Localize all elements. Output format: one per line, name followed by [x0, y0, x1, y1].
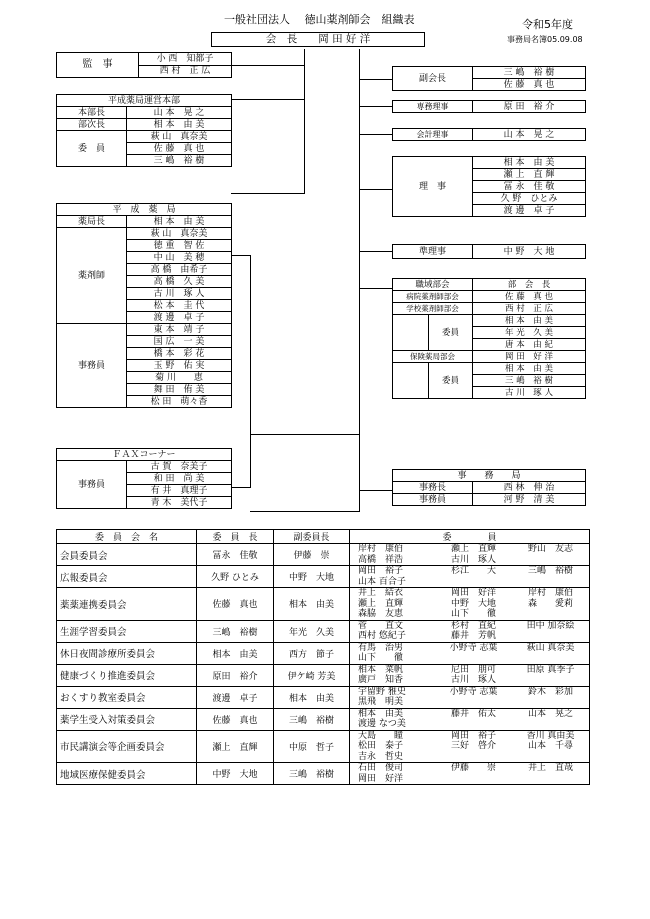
connector-line — [359, 490, 392, 491]
office-name: 河 野 清 美 — [473, 494, 586, 506]
committee-member: 廣戸 知香 — [358, 675, 404, 685]
insurance-member: 相 本 由 美 — [473, 363, 586, 375]
committee-member — [512, 719, 589, 730]
member-line — [350, 741, 589, 752]
committee-member — [512, 697, 589, 708]
member-line — [350, 609, 589, 620]
hq-table — [56, 94, 232, 167]
connector-line — [250, 511, 360, 512]
office-title: 事 務 局 — [393, 470, 586, 482]
school-section: 学校薬剤師部会 — [393, 303, 473, 315]
committee-row — [57, 664, 590, 686]
committee-chair: 佐藤 真也 — [197, 588, 274, 621]
connector-line — [250, 434, 359, 435]
header-cell: 委 員 長 — [197, 530, 274, 544]
member-line — [350, 731, 589, 742]
connector-line — [359, 251, 392, 252]
committee-chair: 相本 由美 — [197, 642, 274, 664]
committee-row — [57, 620, 590, 642]
pharmacy-table — [56, 203, 232, 408]
committee-vice: 相本 由美 — [274, 686, 350, 708]
committee-member — [435, 697, 512, 708]
committee-name: おくすり教室委員会 — [57, 686, 197, 708]
committee-member: 西村 悠紀子 — [358, 631, 406, 641]
connector-line — [359, 79, 392, 80]
committee-name: 生涯学習委員会 — [57, 620, 197, 642]
committee-vice: 相本 由美 — [274, 588, 350, 621]
director-name: 久 野 ひとみ — [473, 193, 586, 205]
hq-member: 三 嶋 裕 樹 — [127, 155, 232, 167]
committee-member: 岸村 康伯 — [527, 588, 573, 598]
committee-member: 中野 大地 — [450, 598, 496, 609]
committee-name: 会員委員会 — [57, 544, 197, 566]
associate-name: 中 野 大 地 — [473, 245, 586, 259]
insurance-member-label: 委員 — [429, 363, 473, 399]
committee-name: 薬薬連携委員会 — [57, 588, 197, 621]
fiscal-year: 令和5年度 — [522, 18, 573, 31]
committee-member — [512, 752, 589, 763]
committee-member: 鈴木 彩加 — [527, 686, 573, 697]
committee-members — [350, 588, 590, 621]
committee-member: 松田 泰子 — [358, 741, 404, 751]
committee-member: 瀬上 直輝 — [358, 598, 404, 609]
member-line — [350, 675, 589, 686]
clerk: 東 本 靖 子 — [127, 324, 232, 336]
member-line — [350, 697, 589, 708]
hospital-section: 病院薬剤師部会 — [393, 291, 473, 303]
committee-chair: 佐藤 真也 — [197, 708, 274, 730]
committee-members — [350, 763, 590, 785]
committee-member: 黒飛 明美 — [358, 697, 404, 707]
committee-member: 岡田 好洋 — [358, 773, 404, 784]
pharmacy-title: 平 成 薬 局 — [57, 204, 232, 216]
sections-blank — [393, 363, 429, 399]
member-line — [350, 544, 589, 555]
hq-name: 山 本 晃 之 — [127, 107, 232, 119]
hq-member: 萩 山 真奈美 — [127, 131, 232, 143]
committee-row — [57, 642, 590, 664]
committee-member: 岸村 康伯 — [358, 544, 404, 554]
committee-member: 井上 結衣 — [358, 588, 404, 598]
committee-member: 相本 菜帆 — [358, 664, 404, 675]
committee-member: 三嶋 裕樹 — [527, 566, 573, 576]
member-line — [350, 763, 589, 774]
committee-vice: 中原 哲子 — [274, 730, 350, 763]
member-line — [350, 665, 589, 676]
treasurer-label: 会計理事 — [393, 129, 473, 141]
member-line — [350, 621, 589, 632]
committee-members — [350, 566, 590, 588]
committee-chair: 久野 ひとみ — [197, 566, 274, 588]
committee-member: 岡田 裕子 — [358, 566, 404, 576]
fax-member: 和 田 尚 美 — [127, 473, 232, 485]
committee-members — [350, 544, 590, 566]
header-cell: 委 員 — [350, 530, 590, 544]
fax-table — [56, 448, 232, 509]
committee-vice: 三嶋 裕樹 — [274, 708, 350, 730]
directors-table — [392, 156, 586, 217]
directors-label: 理 事 — [393, 157, 473, 217]
member-line — [350, 653, 589, 664]
associate-label: 準理事 — [393, 245, 473, 259]
pharmacist: 高 橋 由希子 — [127, 264, 232, 276]
member-line — [350, 588, 589, 599]
committee-member: 山下 徹 — [358, 653, 404, 663]
member-line — [350, 631, 589, 642]
member-line — [350, 599, 589, 610]
committee-row — [57, 763, 590, 785]
committee-row — [57, 588, 590, 621]
committee-member — [435, 719, 512, 730]
committee-member: 石田 俊司 — [358, 763, 404, 773]
pharmacy-head-label: 薬局長 — [57, 216, 127, 228]
pharmacist: 中 山 美 穂 — [127, 252, 232, 264]
auditors-table — [56, 52, 232, 78]
school-member-label: 委員 — [429, 315, 473, 351]
committees-header-row — [57, 530, 590, 544]
member-line — [350, 566, 589, 577]
director-name: 相 本 由 美 — [473, 157, 586, 169]
fax-member: 青 木 美代子 — [127, 497, 232, 509]
clerk-label: 事務員 — [57, 324, 127, 408]
member-line — [350, 555, 589, 566]
pharmacist: 古 川 琢 人 — [127, 288, 232, 300]
exec-director-label: 専務理事 — [393, 101, 473, 113]
committee-member — [435, 577, 512, 588]
connector-line — [231, 193, 305, 194]
committee-chair: 冨永 佳敬 — [197, 544, 274, 566]
committee-member: 三好 啓介 — [450, 741, 496, 751]
committee-name: 健康づくり推進委員会 — [57, 664, 197, 686]
committee-member: 有馬 治男 — [358, 642, 404, 653]
member-line — [350, 774, 589, 785]
connector-line — [359, 49, 360, 511]
connector-line — [231, 255, 251, 256]
document-title: 一般社団法人 徳山薬剤師会 組織表 — [224, 13, 415, 26]
connector-line — [231, 65, 305, 66]
connector-line — [359, 106, 392, 107]
committee-member — [512, 675, 589, 686]
fax-title: ＦＡＸコーナー — [57, 449, 232, 461]
committee-member: 尼田 朋可 — [450, 664, 496, 675]
committee-member: 瀬上 直輝 — [450, 544, 496, 554]
exec-director-name: 原 田 裕 介 — [473, 101, 586, 113]
director-name: 渡 邊 卓 子 — [473, 205, 586, 217]
committee-member: 野山 友志 — [527, 544, 573, 554]
hq-name: 相 本 由 美 — [127, 119, 232, 131]
sections-header: 部 会 長 — [473, 279, 586, 291]
hq-member-label: 委 員 — [57, 131, 127, 167]
insurance-member: 三 嶋 裕 樹 — [473, 375, 586, 387]
auditor-label: 監 事 — [57, 53, 139, 78]
committee-member: 井上 直哉 — [527, 763, 573, 773]
clerk: 松 田 萌々香 — [127, 396, 232, 408]
committee-member — [512, 774, 589, 785]
school-member: 唐 本 由 紀 — [473, 339, 586, 351]
member-line — [350, 709, 589, 720]
clerk: 菊 川 恵 — [127, 372, 232, 384]
committee-member: 山本 千尋 — [527, 741, 573, 751]
connector-line — [231, 487, 251, 488]
connector-line — [359, 189, 392, 190]
committee-member: 相本 由美 — [358, 708, 404, 719]
exec-director-table — [392, 100, 586, 113]
committee-member: 萩山 真奈美 — [526, 642, 575, 653]
header-cell: 副委員長 — [274, 530, 350, 544]
committee-member: 藤井 佑太 — [450, 708, 496, 719]
president-box — [211, 32, 425, 47]
committee-member: 高橋 祥浩 — [358, 554, 404, 565]
pharmacist: 高 橋 久 美 — [127, 276, 232, 288]
school-head: 西 村 正 広 — [473, 303, 586, 315]
office-role: 事務員 — [393, 494, 473, 506]
committee-vice: 伊ケ崎 芳美 — [274, 664, 350, 686]
committee-member: 森脇 友恵 — [358, 609, 404, 619]
committee-member: 岡田 好洋 — [450, 588, 496, 598]
committee-row — [57, 544, 590, 566]
sections-table — [392, 278, 586, 399]
auditor-name: 小 西 知都子 — [139, 53, 232, 66]
office-table — [392, 469, 586, 506]
connector-line — [359, 134, 392, 135]
committee-row — [57, 708, 590, 730]
connector-line — [359, 288, 392, 289]
committee-chair: 渡邊 卓子 — [197, 686, 274, 708]
fax-member: 有 井 真理子 — [127, 485, 232, 497]
auditor-name: 西 村 正 広 — [139, 65, 232, 78]
committee-vice: 三嶋 裕樹 — [274, 763, 350, 785]
committee-member: 小野寺 志葉 — [449, 686, 498, 697]
committee-vice: 伊藤 崇 — [274, 544, 350, 566]
committee-member — [512, 631, 589, 642]
sections-blank — [393, 315, 429, 351]
insurance-section: 保険薬局部会 — [393, 351, 473, 363]
connector-line — [250, 255, 251, 487]
insurance-member: 古 川 琢 人 — [473, 387, 586, 399]
committee-member: 小野寺 志葉 — [449, 642, 498, 653]
director-name: 瀬 上 直 輝 — [473, 169, 586, 181]
committee-members — [350, 730, 590, 763]
hq-member: 佐 藤 真 也 — [127, 143, 232, 155]
clerk: 橋 本 彩 花 — [127, 348, 232, 360]
hospital-head: 佐 藤 真 也 — [473, 291, 586, 303]
committee-member: 山下 徹 — [450, 609, 496, 619]
clerk: 国 広 一 美 — [127, 336, 232, 348]
clerk: 舞 田 侑 美 — [127, 384, 232, 396]
committee-member — [512, 577, 589, 588]
committee-name: 地域医療保健委員会 — [57, 763, 197, 785]
president-name: 会 長 岡 田 好 洋 — [265, 33, 371, 45]
pharmacist: 松 本 圭 代 — [127, 300, 232, 312]
committee-member — [435, 774, 512, 785]
committee-vice: 西方 節子 — [274, 642, 350, 664]
committee-name: 広報委員会 — [57, 566, 197, 588]
hq-title: 平成薬局運営本部 — [57, 95, 232, 107]
committee-member: 杉江 大 — [450, 566, 496, 576]
clerk: 玉 野 佑 実 — [127, 360, 232, 372]
committee-row — [57, 686, 590, 708]
committee-member — [512, 653, 589, 664]
committee-vice: 年光 久美 — [274, 620, 350, 642]
insurance-head: 岡 田 好 洋 — [473, 351, 586, 363]
committee-member: 藤井 芳帆 — [450, 631, 496, 641]
hq-role: 部次長 — [57, 119, 127, 131]
committee-member: 伊藤 崇 — [450, 763, 496, 773]
roster-date: 事務局名簿05.09.08 — [507, 35, 583, 44]
vice-president-table — [392, 66, 586, 91]
vice-name: 三 嶋 裕 樹 — [473, 67, 586, 79]
pharmacist: 萩 山 真奈美 — [127, 228, 232, 240]
committee-member: 山本 百合子 — [358, 576, 406, 587]
treasurer-name: 山 本 晃 之 — [473, 129, 586, 141]
committee-members — [350, 620, 590, 642]
member-line — [350, 752, 589, 763]
committee-member: 渡邊 なつ美 — [358, 719, 406, 729]
committee-members — [350, 708, 590, 730]
committee-member: 香川 真由美 — [526, 730, 575, 741]
connector-line — [304, 49, 305, 193]
director-name: 冨 永 佳 敬 — [473, 181, 586, 193]
committee-members — [350, 642, 590, 664]
committee-chair: 中野 大地 — [197, 763, 274, 785]
treasurer-table — [392, 128, 586, 141]
committee-member — [512, 555, 589, 566]
committee-member: 菅 直文 — [358, 620, 404, 631]
fax-member: 古 賀 奈美子 — [127, 461, 232, 473]
committee-member: 古川 琢人 — [450, 675, 496, 685]
committee-vice: 中野 大地 — [274, 566, 350, 588]
header-cell: 委 員 会 名 — [57, 530, 197, 544]
pharmacist: 渡 邊 卓 子 — [127, 312, 232, 324]
office-name: 西 林 伸 治 — [473, 482, 586, 494]
office-role: 事務長 — [393, 482, 473, 494]
committee-name: 休日夜間診療所委員会 — [57, 642, 197, 664]
committee-member: 森 愛莉 — [527, 598, 573, 609]
committee-chair: 原田 裕介 — [197, 664, 274, 686]
committee-member: 田原 真季子 — [526, 664, 575, 675]
associate-director-table — [392, 244, 586, 259]
committee-member: 古川 琢人 — [450, 554, 496, 565]
member-line — [350, 687, 589, 698]
vice-label: 副会長 — [393, 67, 473, 91]
fax-label: 事務員 — [57, 461, 127, 509]
committee-member: 吉永 哲史 — [358, 751, 404, 762]
committee-member — [435, 653, 512, 664]
pharmacy-head: 相 本 由 美 — [127, 216, 232, 228]
committee-member — [512, 609, 589, 620]
committee-member: 田中 加奈絵 — [526, 620, 575, 631]
school-member: 年 光 久 美 — [473, 327, 586, 339]
committee-row — [57, 730, 590, 763]
committee-member — [435, 752, 512, 763]
pharmacist-label: 薬剤師 — [57, 228, 127, 324]
vice-name: 佐 藤 真 也 — [473, 79, 586, 91]
pharmacist: 徳 重 智 佐 — [127, 240, 232, 252]
committee-name: 市民講演会等企画委員会 — [57, 730, 197, 763]
member-line — [350, 719, 589, 730]
committees-table — [56, 529, 590, 785]
committee-chair: 三嶋 裕樹 — [197, 620, 274, 642]
member-line — [350, 577, 589, 588]
hq-role: 本部長 — [57, 107, 127, 119]
school-member: 相 本 由 美 — [473, 315, 586, 327]
member-line — [350, 643, 589, 654]
committee-member: 杉村 直紀 — [450, 620, 496, 631]
committee-row — [57, 566, 590, 588]
sections-header: 職域部会 — [393, 279, 473, 291]
committee-member: 宇留野 雅史 — [358, 686, 406, 697]
connector-line — [231, 99, 305, 100]
committee-members — [350, 686, 590, 708]
committee-member: 山本 晃之 — [527, 708, 573, 719]
committee-member: 岡田 裕子 — [450, 730, 496, 741]
committee-name: 薬学生受入対策委員会 — [57, 708, 197, 730]
committee-members — [350, 664, 590, 686]
committee-chair: 瀬上 直輝 — [197, 730, 274, 763]
committee-member: 大島 瞳 — [358, 730, 404, 741]
